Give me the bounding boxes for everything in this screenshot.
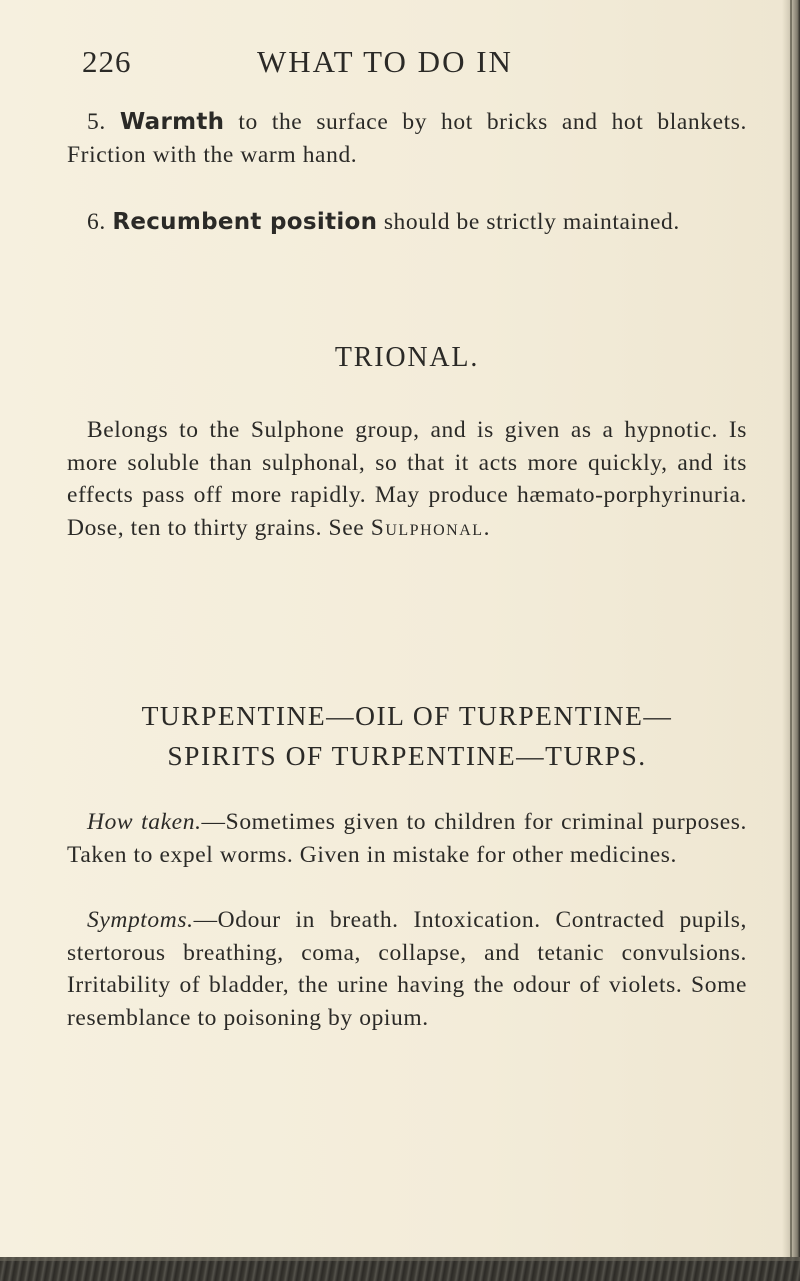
item-6-lead: Recumbent position xyxy=(112,209,378,235)
how-taken-label: How taken. xyxy=(87,809,202,835)
section-heading-trional: TRIONAL. xyxy=(334,342,480,373)
paragraph-item-5 xyxy=(67,106,747,171)
running-head xyxy=(82,44,742,88)
item-6-text: should be strictly maintained. xyxy=(383,209,680,235)
paragraph-trional xyxy=(67,414,747,544)
running-title: WHAT TO DO IN xyxy=(257,44,513,79)
item-5-lead: Warmth xyxy=(119,109,225,135)
turpentine-heading-line-1: TURPENTINE—OIL OF TURPENTINE— xyxy=(141,700,673,731)
item-6-number: 6. xyxy=(87,209,106,235)
trional-see-reference: Sulphonal. xyxy=(370,514,491,541)
item-5-text: to the surface by hot bricks and hot blankets. Friction with the warm hand. xyxy=(67,109,747,168)
binding-edge-line xyxy=(790,0,792,1281)
page-number: 226 xyxy=(82,44,132,79)
paragraph-how-taken xyxy=(67,806,747,871)
symptoms-text: —Odour in breath. Intoxication. Contracted pupils, stertorous breathing, coma, collapse, and tetanic convulsions. Irritability of bladder, the urine having the odour of violets. Some resemblance to poisoning by opium. xyxy=(67,907,747,1031)
symptoms-label: Symptoms. xyxy=(87,907,194,933)
paragraph-symptoms xyxy=(67,904,747,1034)
bottom-page-edge xyxy=(0,1257,800,1281)
item-5-number: 5. xyxy=(87,109,106,135)
how-taken-text: —Sometimes given to children for criminal purposes. Taken to expel worms. Given in mistake for other medicines. xyxy=(67,809,747,868)
section-heading-turpentine xyxy=(67,696,747,776)
trional-body: Belongs to the Sulphone group, and is given as a hypnotic. Is more soluble than sulphonal, so that it acts more quickly, and its effects pass off more rapidly. May produce hæmato-porphyrinuria. Dose, ten to thirty grains. See xyxy=(67,417,747,541)
turpentine-heading-line-2: SPIRITS OF TURPENTINE—TURPS. xyxy=(167,740,647,771)
paragraph-item-6 xyxy=(67,206,747,239)
